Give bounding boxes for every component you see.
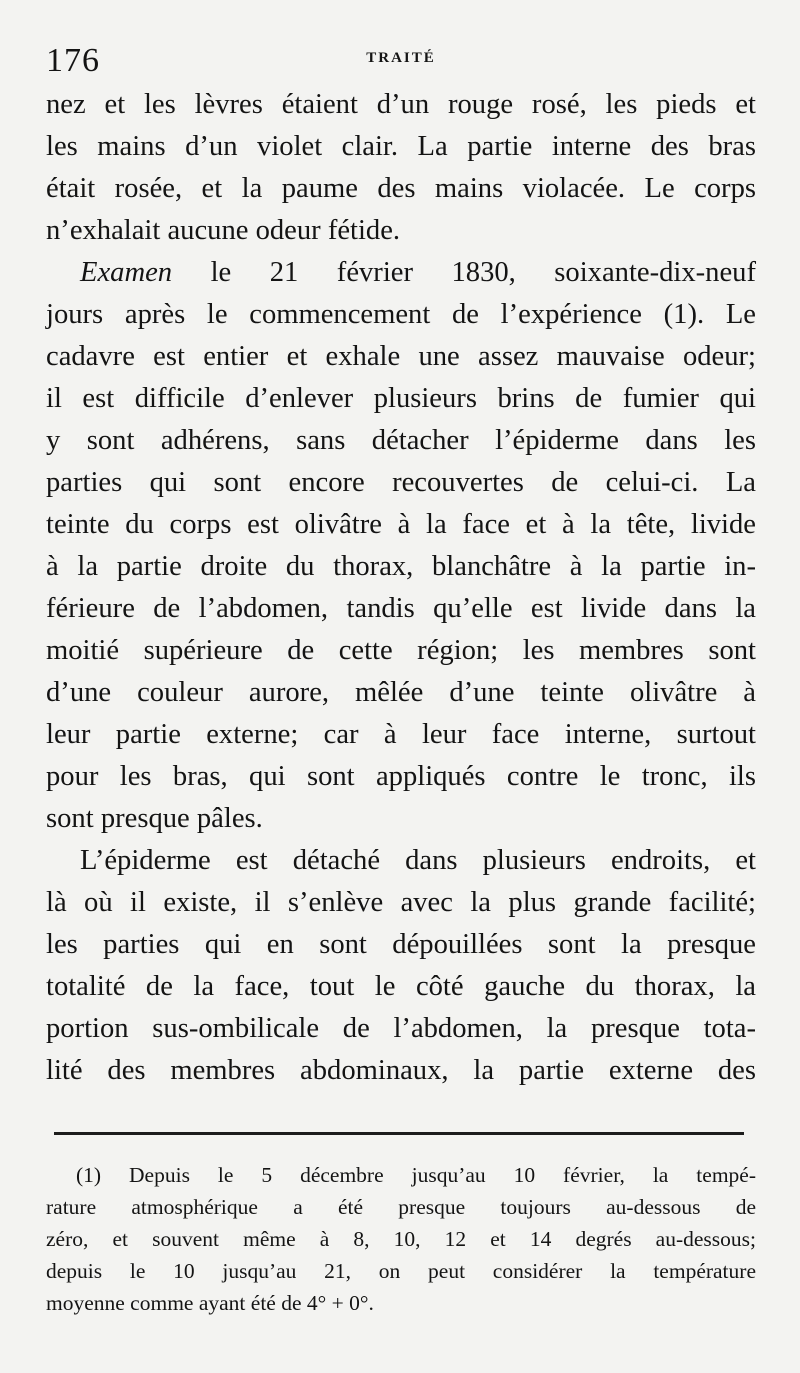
text-line: là où il existe, il s’enlève avec la plus grande facilité;	[46, 887, 756, 918]
page-number: 176	[46, 42, 100, 79]
paragraph-2	[46, 252, 756, 840]
text-line-rest: le 21 février 1830, soixante-dix-neuf	[172, 257, 756, 288]
italic-lead: Examen	[80, 257, 173, 288]
page-header	[46, 36, 756, 84]
footnote-line: (1) Depuis le 5 décembre jusqu’au 10 février, la tempé-	[76, 1163, 756, 1187]
text-line: pour les bras, qui sont appliqués contre le tronc, ils	[46, 761, 756, 792]
text-line: L’épiderme est détaché dans plusieurs endroits, et	[80, 845, 756, 876]
footnote-line: zéro, et souvent même à 8, 10, 12 et 14 degrés au-dessous;	[46, 1227, 756, 1251]
text-line: férieure de l’abdomen, tandis qu’elle est livide dans la	[46, 593, 756, 624]
text-line: nez et les lèvres étaient d’un rouge rosé, les pieds et	[46, 89, 756, 120]
text-line: sont presque pâles.	[46, 803, 263, 834]
footnote-line: rature atmosphérique a été presque toujours au-dessous de	[46, 1195, 756, 1219]
paragraph-1	[46, 84, 756, 252]
text-line: à la partie droite du thorax, blanchâtre à la partie in-	[46, 551, 756, 582]
text-line: parties qui sont encore recouvertes de celui-ci. La	[46, 467, 756, 498]
text-line: jours après le commencement de l’expérience (1). Le	[46, 299, 756, 330]
text-line: il est difficile d’enlever plusieurs brins de fumier qui	[46, 383, 756, 414]
text-line: n’exhalait aucune odeur fétide.	[46, 215, 401, 246]
text-line: les parties qui en sont dépouillées sont la presque	[46, 929, 756, 960]
paragraph-3	[46, 840, 756, 1092]
text-line: teinte du corps est olivâtre à la face et à la tête, livide	[46, 509, 756, 540]
text-line: était rosée, et la paume des mains violacée. Le corps	[46, 173, 756, 204]
text-line: y sont adhérens, sans détacher l’épiderme dans les	[46, 425, 756, 456]
text-line: leur partie externe; car à leur face interne, surtout	[46, 719, 756, 750]
footnote-separator	[54, 1132, 744, 1135]
text-line	[46, 252, 756, 294]
text-line: totalité de la face, tout le côté gauche du thorax, la	[46, 971, 756, 1002]
text-line: cadavre est entier et exhale une assez mauvaise odeur;	[46, 341, 756, 372]
footnote-line: moyenne comme ayant été de 4° + 0°.	[46, 1291, 374, 1315]
text-line: moitié supérieure de cette région; les membres sont	[46, 635, 756, 666]
text-line: lité des membres abdominaux, la partie externe des	[46, 1055, 756, 1086]
text-line: d’une couleur aurore, mêlée d’une teinte olivâtre à	[46, 677, 756, 708]
footnote	[46, 1159, 756, 1319]
text-line: portion sus-ombilicale de l’abdomen, la presque tota-	[46, 1013, 756, 1044]
running-title: TRAITÉ	[366, 50, 436, 66]
footnote-line: depuis le 10 jusqu’au 21, on peut considérer la température	[46, 1259, 756, 1283]
main-text	[46, 84, 756, 1092]
text-line: les mains d’un violet clair. La partie interne des bras	[46, 131, 756, 162]
